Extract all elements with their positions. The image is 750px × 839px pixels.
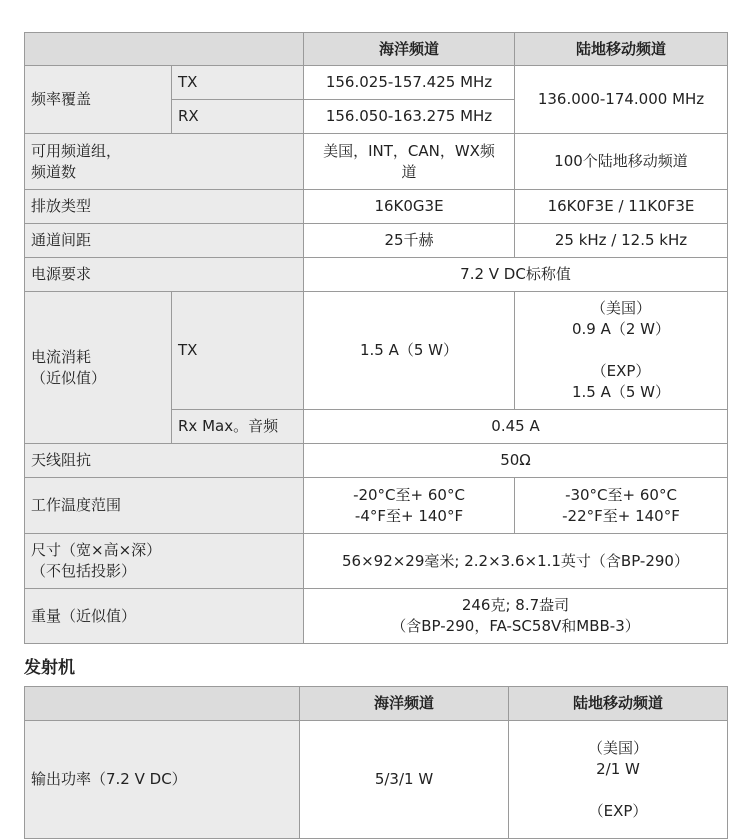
header-blank-cell (25, 33, 304, 66)
weight-value-line1: 246克; 8.7盎司 (461, 596, 570, 614)
frequency-rx-marine: 156.050-163.275 MHz (304, 100, 515, 134)
operating-temp-land-fahrenheit: -22°F至+ 140°F (562, 506, 680, 525)
current-drain-label-line1: 电流消耗 (31, 347, 92, 366)
current-drain-label (25, 292, 172, 444)
output-power-label: 输出功率（7.2 V DC） (25, 721, 300, 839)
current-tx-land-line3: （EXP） (591, 362, 651, 380)
channel-groups-label-line2: 频道数 (31, 162, 77, 181)
dimensions-label-line2: （不包括投影） (31, 562, 137, 580)
current-drain-label-line2: （近似值） (31, 368, 107, 387)
antenna-impedance-value: 50Ω (304, 444, 728, 478)
power-requirement-value: 7.2 V DC标称值 (304, 258, 728, 292)
transmitter-heading: 发射机 (24, 658, 75, 678)
operating-temp-marine (304, 478, 515, 534)
transmitter-table (24, 686, 728, 839)
channel-groups-marine (304, 134, 515, 190)
operating-temp-marine-celsius: -20°C至+ 60°C (353, 485, 465, 504)
frequency-rx-label: RX (172, 100, 304, 134)
frequency-tx-marine: 156.025-157.425 MHz (304, 66, 515, 100)
header-marine-channel: 海洋频道 (304, 33, 515, 66)
emission-type-label: 排放类型 (25, 190, 304, 224)
current-rx-label: Rx Max。音频 (172, 410, 304, 444)
current-tx-land-line4: 1.5 A（5 W） (571, 383, 671, 401)
operating-temp-land-celsius: -30°C至+ 60°C (565, 485, 677, 504)
current-rx-value: 0.45 A (304, 410, 728, 444)
dimensions-label (25, 534, 304, 589)
frequency-tx-label: TX (172, 66, 304, 100)
operating-temp-marine-fahrenheit: -4°F至+ 140°F (354, 506, 464, 525)
channel-groups-marine-line1: 美国，INT，CAN，WX频 (323, 141, 495, 160)
output-power-land-line3: （EXP） (588, 801, 648, 820)
channel-groups-label-line1: 可用频道组， (31, 141, 122, 160)
channel-groups-land: 100个陆地移动频道 (515, 134, 728, 190)
current-tx-land (515, 292, 728, 410)
dimensions-value: 56×92×29毫米; 2.2×3.6×1.1英寸（含BP-290） (304, 534, 728, 589)
tx-header-marine-channel: 海洋频道 (300, 687, 509, 721)
frequency-coverage-label: 频率覆盖 (25, 66, 172, 134)
current-tx-marine: 1.5 A（5 W） (304, 292, 515, 410)
weight-value (304, 589, 728, 644)
emission-type-land: 16K0F3E / 11K0F3E (515, 190, 728, 224)
operating-temp-land (515, 478, 728, 534)
tx-header-land-mobile-channel: 陆地移动频道 (509, 687, 728, 721)
specifications-table (24, 32, 728, 644)
current-tx-label: TX (172, 292, 304, 410)
channel-groups-label (25, 134, 304, 190)
operating-temp-label: 工作温度范围 (25, 478, 304, 534)
current-tx-land-line2: 0.9 A（2 W） (571, 320, 671, 338)
weight-label: 重量（近似值） (25, 589, 304, 644)
channel-spacing-label: 通道间距 (25, 224, 304, 258)
output-power-land (509, 721, 728, 839)
output-power-land-line1: （美国） (587, 738, 648, 757)
frequency-land-mobile: 136.000-174.000 MHz (515, 66, 728, 134)
output-power-land-line2: 2/1 W (596, 759, 640, 778)
current-tx-land-line1: （美国） (590, 299, 651, 317)
dimensions-label-line1: 尺寸（宽×高×深） (31, 541, 162, 559)
channel-spacing-land: 25 kHz / 12.5 kHz (515, 224, 728, 258)
channel-spacing-marine: 25千赫 (304, 224, 515, 258)
header-land-mobile-channel: 陆地移动频道 (515, 33, 728, 66)
tx-header-blank-cell (25, 687, 300, 721)
antenna-impedance-label: 天线阻抗 (25, 444, 304, 478)
emission-type-marine: 16K0G3E (304, 190, 515, 224)
power-requirement-label: 电源要求 (25, 258, 304, 292)
output-power-marine: 5/3/1 W (300, 721, 509, 839)
channel-groups-marine-line2: 道 (401, 162, 417, 181)
weight-value-line2: （含BP-290，FA-SC58V和MBB-3） (391, 617, 640, 635)
